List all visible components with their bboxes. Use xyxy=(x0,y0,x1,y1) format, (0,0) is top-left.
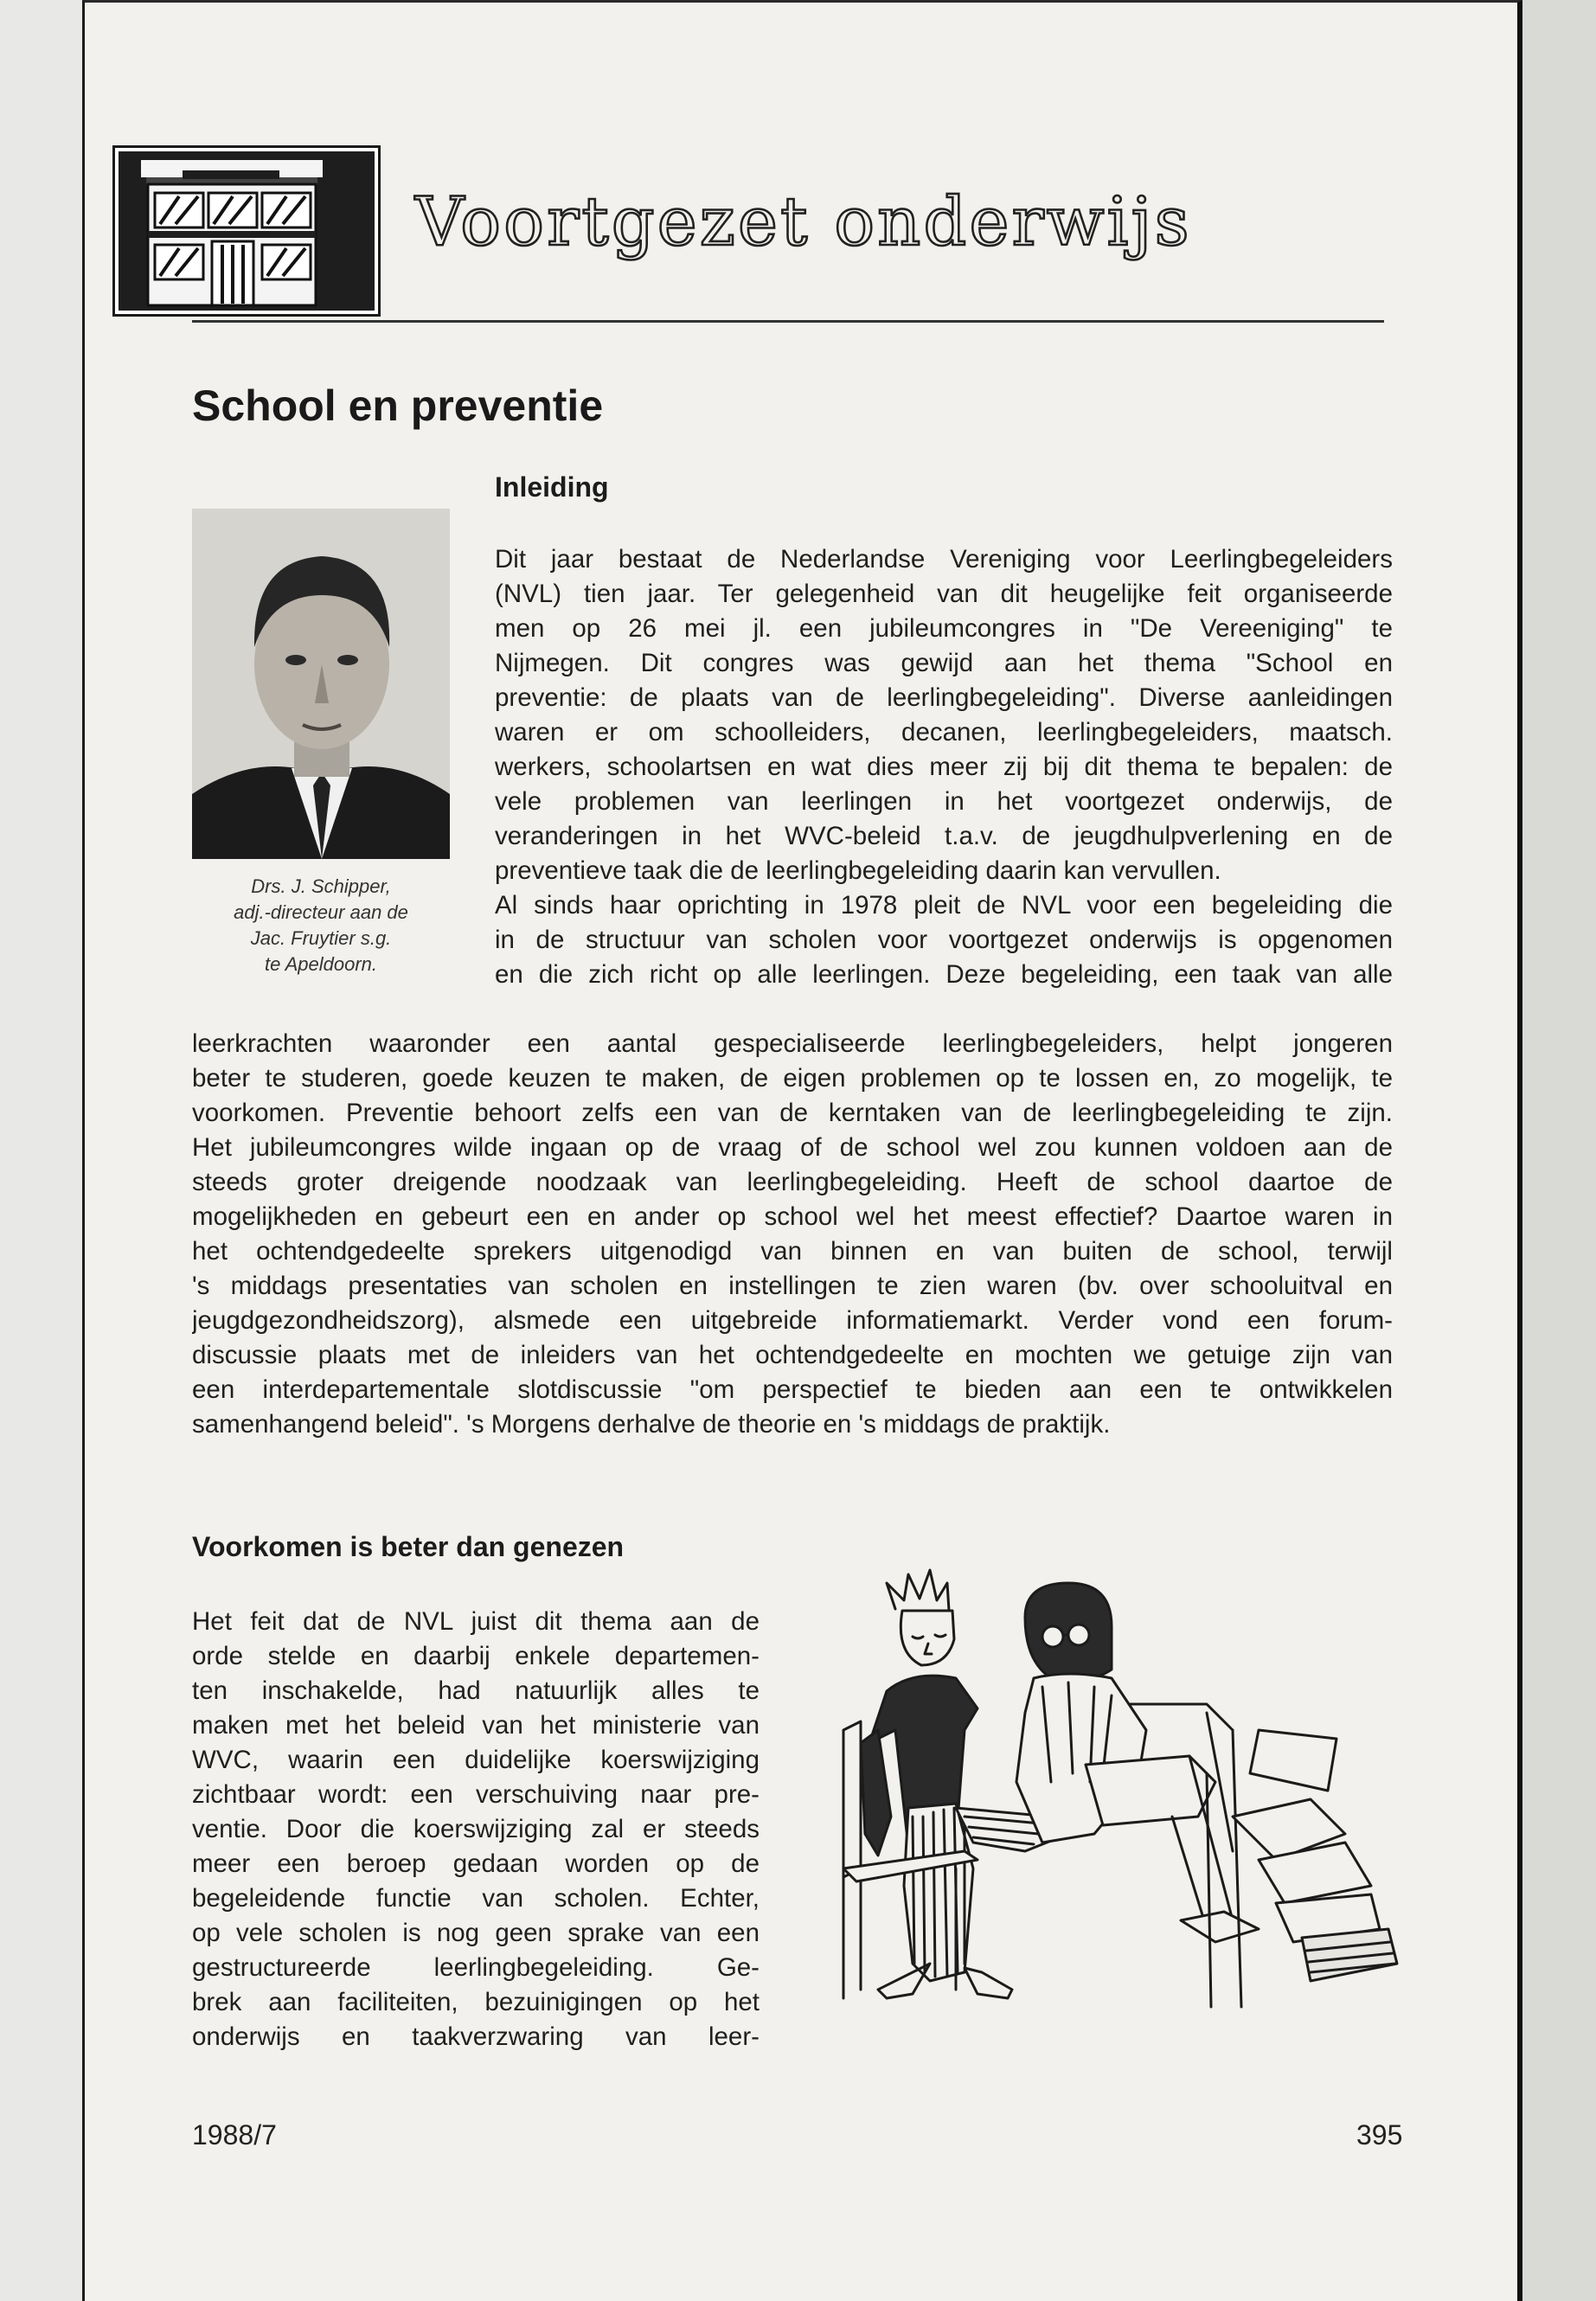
text-line: veranderingen in het WVC-beleid t.a.v. de jeugdhulpverlening en de xyxy=(495,822,1393,850)
text-line: op vele scholen is nog geen sprake van een xyxy=(192,1919,760,1947)
heading-voorkomen: Voorkomen is beter dan genezen xyxy=(192,1531,625,1562)
text-line: Het jubileumcongres wilde ingaan op de vraag of de school wel zou kunnen voldoen aan de xyxy=(192,1133,1393,1162)
text-line: Het feit dat de NVL juist dit thema aan de xyxy=(192,1607,760,1636)
text-line: orde stelde en daarbij enkele departemen- xyxy=(192,1642,760,1670)
text-line: jeugdgezondheidszorg), alsmede een uitgebreide informatiemarkt. Verder vond een forum- xyxy=(192,1306,1393,1335)
text-line: men op 26 mei jl. een jubileumcongres in "De Vereeniging" te xyxy=(495,614,1393,643)
text-line: (NVL) tien jaar. Ter gelegenheid van dit heugelijke feit organiseerde xyxy=(495,580,1393,608)
text-line: werkers, schoolartsen en wat dies meer zij bij dit thema te bepalen: de xyxy=(495,753,1393,781)
section-title: Voortgezet onderwijs xyxy=(415,183,1192,261)
school-building-icon xyxy=(112,145,381,317)
text-line: samenhangend beleid". 's Morgens derhalve de theorie en 's middags de praktijk. xyxy=(192,1410,1111,1439)
caption-line: Jac. Fruytier s.g. xyxy=(250,927,392,949)
text-line: discussie plaats met de inleiders van het ochtendgedeelte en mochten we getuige zijn van xyxy=(192,1341,1393,1369)
text-line: Nijmegen. Dit congres was gewijd aan het thema "School en xyxy=(495,649,1393,677)
heading-inleiding: Inleiding xyxy=(495,471,609,503)
text-line: WVC, waarin een duidelijke koerswijziging xyxy=(192,1746,760,1774)
text-line: vele problemen van leerlingen in het voortgezet onderwijs, de xyxy=(495,787,1393,816)
text-line: brek aan faciliteiten, bezuinigingen op het xyxy=(192,1988,760,2016)
caption-line: adj.-directeur aan de xyxy=(234,901,408,923)
text-line: maken met het beleid van het ministerie van xyxy=(192,1711,760,1740)
article-title: School en preventie xyxy=(192,381,604,430)
text-line: meer een beroep gedaan worden op de xyxy=(192,1849,760,1878)
text-line: preventieve taak die de leerlingbegeleiding daarin kan vervullen. xyxy=(495,856,1221,885)
text-line: Dit jaar bestaat de Nederlandse Vereniging voor Leerlingbegeleiders xyxy=(495,545,1393,574)
text-line: ventie. Door die koerswijziging zal er steeds xyxy=(192,1815,760,1843)
text-line: 's middags presentaties van scholen en instellingen te zien waren (bv. over schooluitval en xyxy=(192,1272,1393,1300)
text-line: beter te studeren, goede keuzen te maken, de eigen problemen op te lossen en, zo mogelijk, te xyxy=(192,1064,1393,1093)
caption-line: te Apeldoorn. xyxy=(264,953,378,975)
text-line: een interdepartementale slotdiscussie "om perspectief te bieden aan een te ontwikkelen xyxy=(192,1375,1393,1404)
text-line: onderwijs en taakverzwaring van leer- xyxy=(192,2022,760,2051)
issue-number: 1988/7 xyxy=(192,2119,277,2150)
cartoon-illustration xyxy=(826,1557,1423,2024)
text-line: waren er om schoolleiders, decanen, leerlingbegeleiders, maatsch. xyxy=(495,718,1393,747)
text-line: leerkrachten waaronder een aantal gespecialiseerde leerlingbegeleiders, helpt jongeren xyxy=(192,1029,1393,1058)
page-number: 395 xyxy=(1356,2119,1403,2150)
text-line: zichtbaar wordt: een verschuiving naar pre- xyxy=(192,1780,760,1809)
text-line: begeleidende functie van scholen. Echter, xyxy=(192,1884,760,1913)
text-line: voorkomen. Preventie behoort zelfs een van de kerntaken van de leerlingbegeleiding te zijn. xyxy=(192,1099,1393,1127)
text-line: preventie: de plaats van de leerlingbegeleiding". Diverse aanleidingen xyxy=(495,683,1393,712)
header-divider xyxy=(192,320,1384,323)
text-line: Al sinds haar oprichting in 1978 pleit de NVL voor een begeleiding die xyxy=(495,891,1393,920)
text-line: en die zich richt op alle leerlingen. Deze begeleiding, een taak van alle xyxy=(495,960,1393,989)
text-line: mogelijkheden en gebeurt een en ander op school wel het meest effectief? Daartoe waren in xyxy=(192,1202,1393,1231)
caption-line: Drs. J. Schipper, xyxy=(251,875,391,897)
text-line: ten inschakelde, had natuurlijk alles te xyxy=(192,1676,760,1705)
text-line: gestructureerde leerlingbegeleiding. Ge- xyxy=(192,1953,760,1982)
text-line: steeds groter dreigende noodzaak van leerlingbegeleiding. Heeft de school daartoe de xyxy=(192,1168,1393,1196)
photo-caption xyxy=(192,874,450,977)
text-line: het ochtendgedeelte sprekers uitgenodigd van binnen en van buiten de school, terwijl xyxy=(192,1237,1393,1266)
text-line: in de structuur van scholen voor voortgezet onderwijs is opgenomen xyxy=(495,926,1393,954)
author-photo xyxy=(192,509,450,859)
scan-margin xyxy=(0,0,82,2301)
